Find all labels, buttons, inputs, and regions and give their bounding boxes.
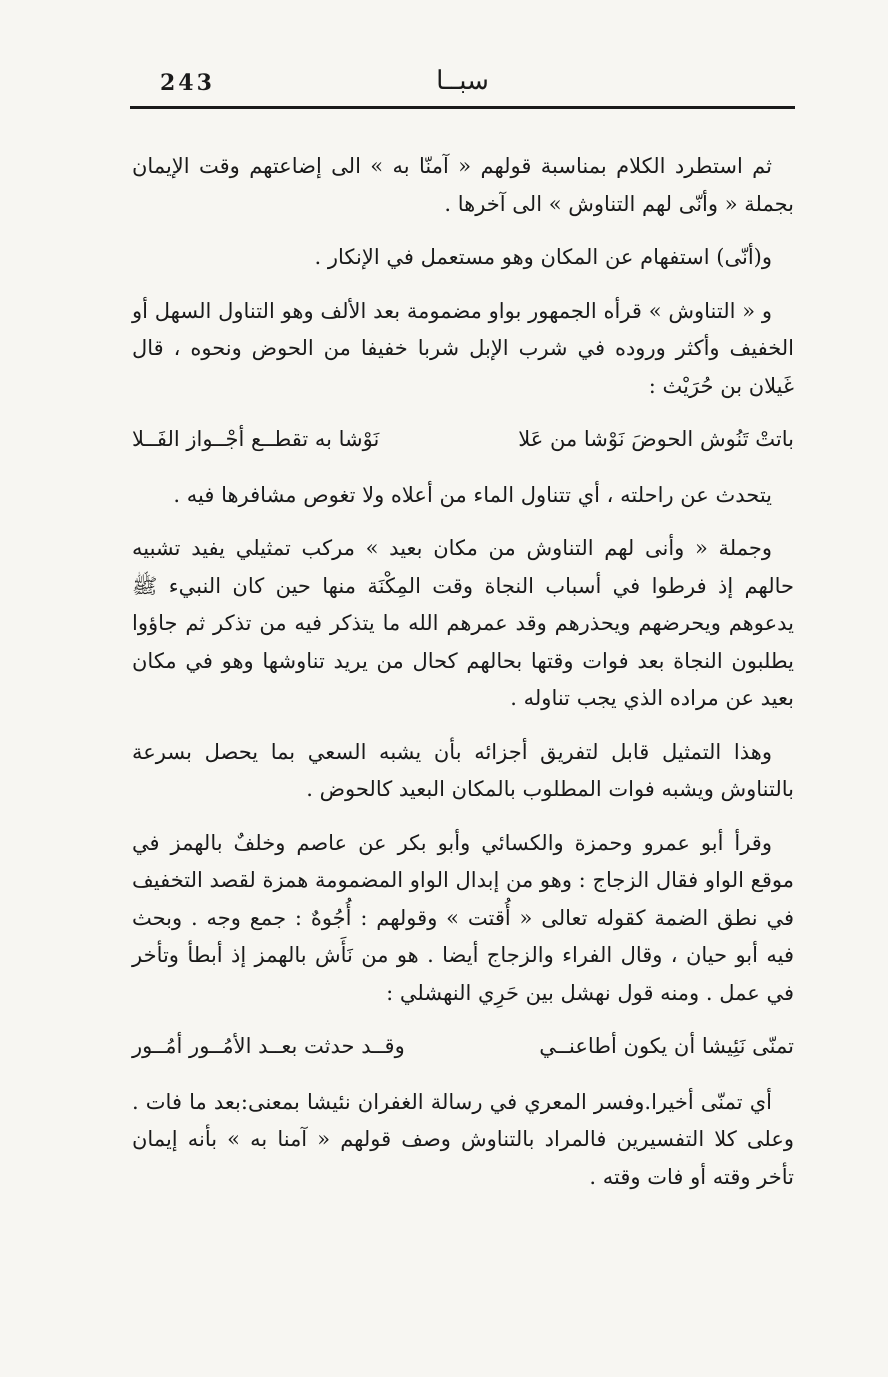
poem-verse-2 [132,1028,794,1066]
verse-1-second-hemistich: نَوْشا به تقطــع أجْــواز الفَــلا [132,427,380,451]
paragraph-1: ثم استطرد الكلام بمناسبة قولهم « آمنّا به » الى إضاعتهم وقت الإيمان بجملة « وأنّى لهم التناوش » الى آخرها . [132,154,794,216]
verse-2-second-hemistich: وقــد حدثت بعــد الأمُــور أمُــور [132,1034,405,1058]
paragraph-4: يتحدث عن راحلته ، أي تتناول الماء من أعلاه ولا تغوص مشافرها فيه . [173,482,772,507]
paragraph-8: أي تمنّى أخيرا.وفسر المعري في رسالة الغفران نئيشا بمعنى:بعد ما فات . وعلى كلا التفسيرين فالمراد بالتناوش وصف قولهم « آمنا به » بأنه إيمان تأخر وقته أو فات وقته . [132,1089,794,1189]
page-body [132,148,794,1212]
running-title: سبــا [436,66,489,96]
paragraph-3: و « التناوش » قرأه الجمهور بواو مضمومة بعد الألف وهو التناول السهل أو الخفيف وأكثر وروده في شرب الإبل شربا خفيفا من الحوض ونحوه ، قال غَيلان بن حُرَيْث : [132,298,794,398]
verse-2-first-hemistich: تمنّى نَئِيشا أن يكون أطاعنــي [539,1034,794,1058]
page-number: 243 [160,70,215,96]
paragraph-7: وقرأ أبو عمرو وحمزة والكسائي وأبو بكر عن عاصم وخلفٌ بالهمز في موقع الواو فقال الزجاج : وهو من إبدال الواو المضمومة همزة لقصد التخفيف في نطق الضمة كقوله تعالى « أُقتت » وقولهم : أُجُوهٌ : جمع وجه . وبحث فيه أبو حيان ، وقال الفراء والزجاج أيضا . هو من نَأَش بالهمز إذ أبطأ وتأخر في عمل . ومنه قول نهشل بين حَرِي النهشلي : [132,830,794,1005]
verse-1-first-hemistich: باتتْ تَنُوش الحوضَ نَوْشا من عَلا [518,427,794,451]
paragraph-6: وهذا التمثيل قابل لتفريق أجزائه بأن يشبه السعي بما يحصل بسرعة بالتناوش ويشبه فوات المطلوب بالمكان البعيد كالحوض . [132,739,794,801]
paragraph-5: وجملة « وأنى لهم التناوش من مكان بعيد » مركب تمثيلي يفيد تشبيه حالهم إذ فرطوا في أسباب النجاة وقت المِكْنَة منها حين كان النبيء ﷺ يدعوهم ويحرضهم ويحذرهم وقد عمرهم الله ما يتذكر فيه من تذكر ثم جاؤوا يطلبون النجاة بعد فوات وقتها بحالهم كحال من يريد تناوشها وهو في مكان بعيد عن مراده الذي يجب تناوله . [132,536,794,710]
paragraph-2: و(أنّى) استفهام عن المكان وهو مستعمل في الإنكار . [314,245,772,269]
header-rule [130,106,795,109]
poem-verse-1 [132,421,794,459]
page-header [130,66,795,106]
